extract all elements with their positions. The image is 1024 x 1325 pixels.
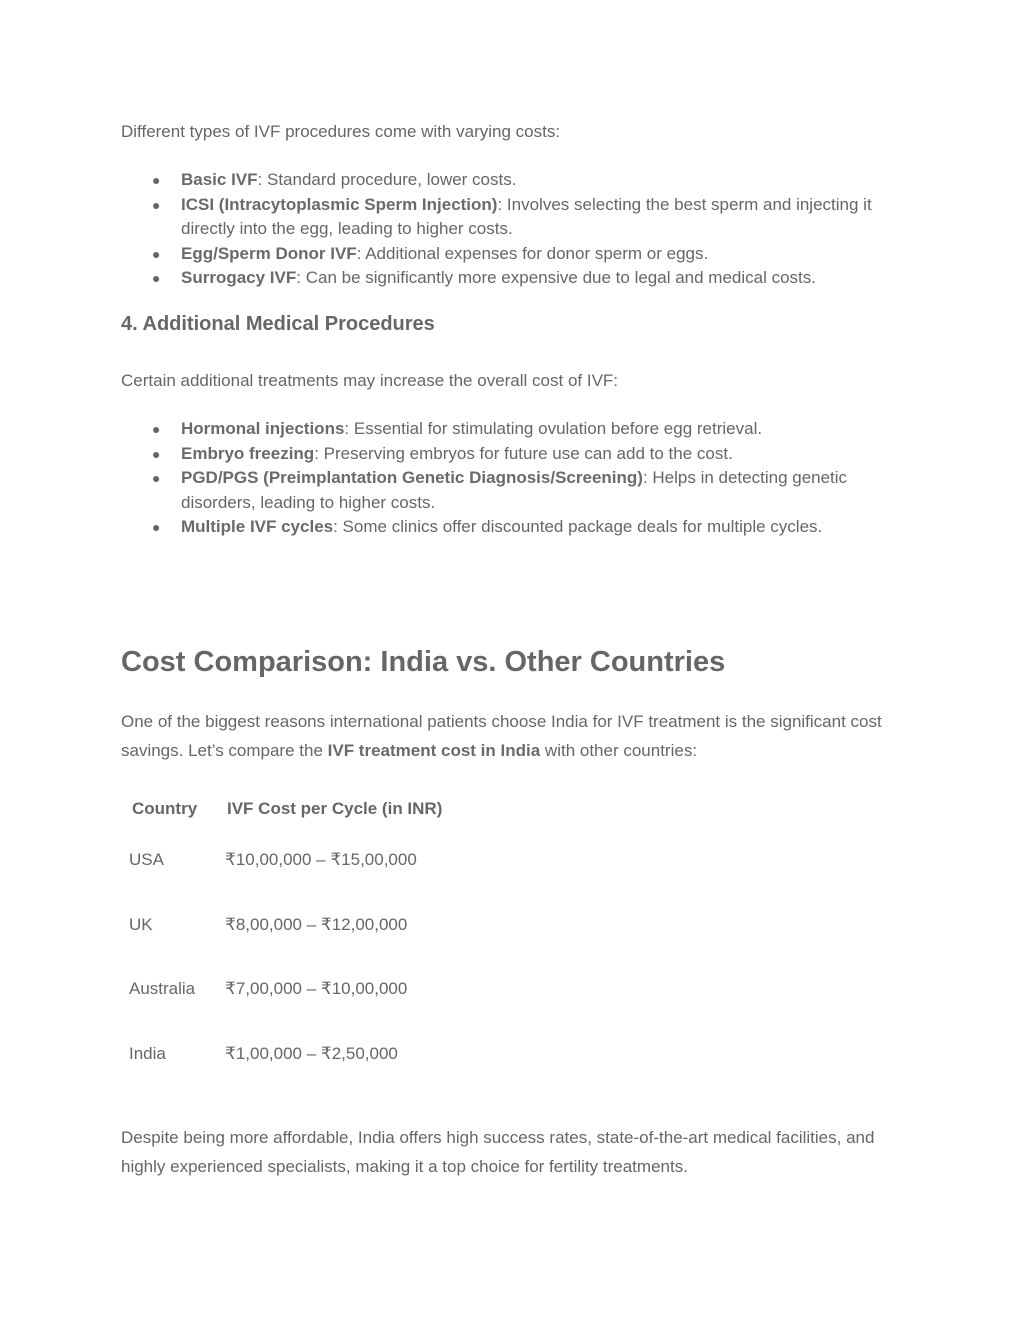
country-cell: USA [129,850,164,870]
list-item [121,515,911,540]
paragraph-text: with other countries: [540,741,698,760]
country-cell: India [129,1043,166,1063]
list-item [121,417,911,442]
list-item [121,193,911,242]
paragraph-bold-text: IVF treatment cost in India [327,741,541,760]
table-row [121,1022,442,1087]
procedure-types-list [121,168,911,291]
cost-cell: ₹7,00,000 – ₹10,00,000 [225,979,408,999]
list-item-term: Egg/Sperm Donor IVF [181,243,357,263]
section-heading: 4. Additional Medical Procedures [121,313,435,335]
list-item-desc: : Essential for stimulating ovulation before egg retrieval. [344,419,763,438]
list-item-desc: : Additional expenses for donor sperm or eggs. [356,243,709,263]
list-item-desc: : Can be significantly more expensive due to legal and medical costs. [296,268,816,287]
table-row [121,893,442,958]
list-item [121,466,911,515]
list-item-desc: : Preserving embryos for future use can add to the cost. [314,443,733,463]
list-item-desc: : Involves selecting the best sperm and injecting it directly into the egg, leading to higher costs. [181,194,872,238]
paragraph-text: One of the biggest reasons international patients choose India for IVF treatment is the significant cost savings. Let’s compare the [121,712,882,760]
closing-paragraph: Despite being more affordable, India offers high success rates, state-of-the-art medical facilities, and highly experienced specialists, making it a top choice for fertility treatments. [121,1128,875,1176]
list-item [121,168,911,193]
list-item-term: Basic IVF [181,170,258,189]
bullet-icon: ● [152,519,161,535]
section-intro: Certain additional treatments may increase the overall cost of IVF: [121,371,619,390]
list-item [121,266,911,291]
cost-cell: ₹1,00,000 – ₹2,50,000 [225,1043,398,1063]
list-item-term: Hormonal injections [181,419,345,438]
bullet-icon: ● [152,245,161,262]
comparison-paragraph [121,707,911,765]
procedure-types-intro: Different types of IVF procedures come with varying costs: [121,122,561,141]
bullet-icon: ● [152,421,161,437]
list-item-term: Multiple IVF cycles [181,517,334,536]
column-header: Country [132,799,198,818]
list-item-term: Surrogacy IVF [181,268,297,287]
list-item-desc: : Helps in detecting genetic disorders, leading to higher costs. [181,468,848,512]
bullet-icon: ● [152,196,161,213]
list-item-term: PGD/PGS (Preimplantation Genetic Diagnosis/Screening) [181,468,643,487]
list-item-desc: : Standard procedure, lower costs. [257,170,517,189]
column-header: IVF Cost per Cycle (in INR) [227,799,443,818]
list-item [121,242,911,267]
table-row [121,957,442,1022]
table-row [121,828,442,893]
table-header-row [121,790,442,828]
bullet-icon: ● [152,270,161,286]
list-item [121,442,911,467]
bullet-icon: ● [152,470,161,486]
bullet-icon: ● [152,172,161,188]
page-heading: Cost Comparison: India vs. Other Countries [121,646,726,678]
cost-cell: ₹8,00,000 – ₹12,00,000 [225,914,408,934]
list-item-desc: : Some clinics offer discounted package deals for multiple cycles. [333,517,823,536]
list-item-term: Embryo freezing [181,443,315,463]
country-cell: Australia [129,979,196,999]
list-item-term: ICSI (Intracytoplasmic Sperm Injection) [181,194,498,214]
cost-comparison-table [121,790,442,1086]
bullet-icon: ● [152,445,161,462]
country-cell: UK [129,914,153,934]
cost-cell: ₹10,00,000 – ₹15,00,000 [225,850,417,870]
additional-procedures-list [121,417,911,540]
